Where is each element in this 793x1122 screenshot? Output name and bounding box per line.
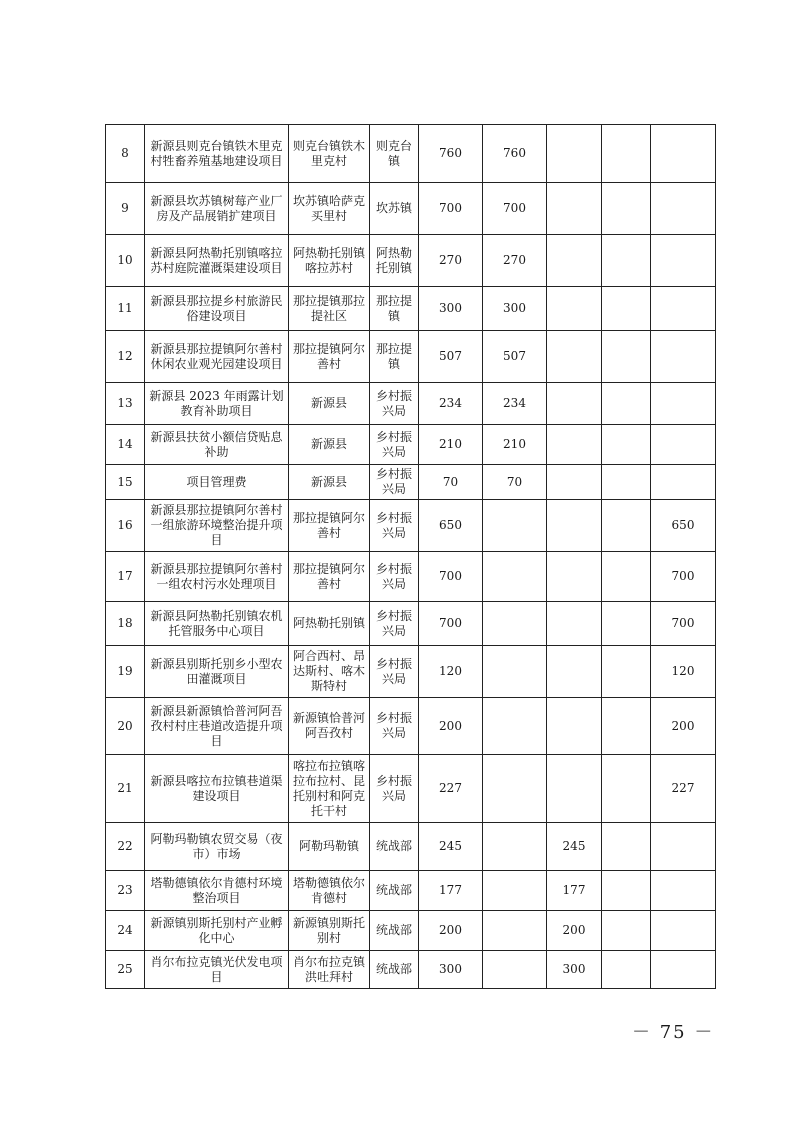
total-amount: 177: [419, 871, 483, 911]
fund-col-2: [547, 125, 602, 183]
project-name: 新源县阿热勒托别镇农机托管服务中心项目: [145, 602, 289, 646]
total-amount: 700: [419, 183, 483, 235]
fund-col-4: [651, 331, 716, 383]
table-row: [106, 331, 716, 383]
responsible-unit: 坎苏镇: [370, 183, 419, 235]
row-number: 9: [106, 183, 145, 235]
fund-col-4: 700: [651, 552, 716, 602]
fund-col-3: [602, 911, 651, 951]
project-location: 阿合西村、昂达斯村、喀木斯特村: [289, 646, 370, 698]
total-amount: 300: [419, 287, 483, 331]
fund-col-2: 300: [547, 951, 602, 989]
fund-col-2: [547, 235, 602, 287]
table-row: [106, 871, 716, 911]
responsible-unit: 乡村振兴局: [370, 383, 419, 425]
row-number: 25: [106, 951, 145, 989]
fund-col-1: 234: [483, 383, 547, 425]
fund-col-2: [547, 183, 602, 235]
row-number: 10: [106, 235, 145, 287]
fund-col-1: [483, 552, 547, 602]
page-number: － 75 －: [632, 1022, 715, 1043]
responsible-unit: 乡村振兴局: [370, 698, 419, 755]
responsible-unit: 统战部: [370, 823, 419, 871]
fund-col-3: [602, 125, 651, 183]
project-location: 阿勒玛勒镇: [289, 823, 370, 871]
total-amount: 270: [419, 235, 483, 287]
fund-col-2: [547, 383, 602, 425]
fund-col-1: 760: [483, 125, 547, 183]
responsible-unit: 统战部: [370, 951, 419, 989]
fund-col-2: 200: [547, 911, 602, 951]
project-name: 新源县那拉提镇阿尔善村休闲农业观光园建设项目: [145, 331, 289, 383]
total-amount: 700: [419, 602, 483, 646]
row-number: 15: [106, 465, 145, 500]
fund-col-4: [651, 125, 716, 183]
project-location: 新源县: [289, 465, 370, 500]
row-number: 14: [106, 425, 145, 465]
project-location: 那拉提镇阿尔善村: [289, 331, 370, 383]
fund-col-2: 177: [547, 871, 602, 911]
total-amount: 70: [419, 465, 483, 500]
table-row: [106, 125, 716, 183]
fund-col-3: [602, 287, 651, 331]
project-location: 那拉提镇阿尔善村: [289, 552, 370, 602]
fund-col-4: [651, 911, 716, 951]
responsible-unit: 乡村振兴局: [370, 602, 419, 646]
project-name: 肖尔布拉克镇光伏发电项目: [145, 951, 289, 989]
total-amount: 234: [419, 383, 483, 425]
table-row: [106, 951, 716, 989]
fund-col-2: [547, 425, 602, 465]
project-name: 新源县新源镇恰普河阿吾孜村村庄巷道改造提升项目: [145, 698, 289, 755]
fund-col-1: 300: [483, 287, 547, 331]
fund-col-4: [651, 383, 716, 425]
project-table: [105, 124, 716, 989]
project-location: 那拉提镇那拉提社区: [289, 287, 370, 331]
fund-col-3: [602, 602, 651, 646]
total-amount: 700: [419, 552, 483, 602]
project-location: 新源镇恰普河阿吾孜村: [289, 698, 370, 755]
row-number: 18: [106, 602, 145, 646]
total-amount: 200: [419, 698, 483, 755]
table-row: [106, 602, 716, 646]
project-name: 新源县那拉提乡村旅游民俗建设项目: [145, 287, 289, 331]
table-row: [106, 235, 716, 287]
row-number: 22: [106, 823, 145, 871]
fund-col-3: [602, 235, 651, 287]
project-location: 那拉提镇阿尔善村: [289, 500, 370, 552]
fund-col-4: [651, 287, 716, 331]
fund-col-2: [547, 552, 602, 602]
responsible-unit: 则克台镇: [370, 125, 419, 183]
fund-col-2: [547, 331, 602, 383]
total-amount: 227: [419, 755, 483, 823]
table-row: [106, 500, 716, 552]
table-row: [106, 183, 716, 235]
row-number: 19: [106, 646, 145, 698]
fund-col-4: 227: [651, 755, 716, 823]
total-amount: 200: [419, 911, 483, 951]
fund-col-2: [547, 755, 602, 823]
table-row: [106, 646, 716, 698]
table-row: [106, 911, 716, 951]
project-name: 新源县阿热勒托别镇喀拉苏村庭院灌溉渠建设项目: [145, 235, 289, 287]
row-number: 20: [106, 698, 145, 755]
project-name: 新源县 2023 年雨露计划教育补助项目: [145, 383, 289, 425]
fund-col-3: [602, 425, 651, 465]
fund-col-2: [547, 698, 602, 755]
fund-col-4: [651, 951, 716, 989]
total-amount: 245: [419, 823, 483, 871]
project-name: 新源镇别斯托别村产业孵化中心: [145, 911, 289, 951]
project-location: 阿热勒托别镇: [289, 602, 370, 646]
responsible-unit: 乡村振兴局: [370, 465, 419, 500]
responsible-unit: 乡村振兴局: [370, 755, 419, 823]
fund-col-3: [602, 383, 651, 425]
fund-col-4: [651, 235, 716, 287]
fund-col-1: 270: [483, 235, 547, 287]
total-amount: 210: [419, 425, 483, 465]
fund-col-4: 200: [651, 698, 716, 755]
row-number: 13: [106, 383, 145, 425]
fund-col-4: [651, 425, 716, 465]
fund-col-4: [651, 823, 716, 871]
row-number: 17: [106, 552, 145, 602]
fund-col-3: [602, 646, 651, 698]
project-table-body: [106, 125, 716, 989]
project-location: 则克台镇铁木里克村: [289, 125, 370, 183]
fund-col-4: 700: [651, 602, 716, 646]
project-name: 新源县那拉提镇阿尔善村一组农村污水处理项目: [145, 552, 289, 602]
table-row: [106, 383, 716, 425]
table-row: [106, 823, 716, 871]
table-row: [106, 755, 716, 823]
fund-col-3: [602, 331, 651, 383]
fund-col-3: [602, 823, 651, 871]
fund-col-4: 650: [651, 500, 716, 552]
project-name: 新源县扶贫小额信贷贴息补助: [145, 425, 289, 465]
fund-col-3: [602, 183, 651, 235]
fund-col-4: [651, 465, 716, 500]
fund-col-3: [602, 871, 651, 911]
responsible-unit: 那拉提镇: [370, 331, 419, 383]
table-row: [106, 698, 716, 755]
row-number: 16: [106, 500, 145, 552]
row-number: 12: [106, 331, 145, 383]
project-location: 喀拉布拉镇喀拉布拉村、昆托别村和阿克托干村: [289, 755, 370, 823]
fund-col-1: 210: [483, 425, 547, 465]
project-name: 新源县坎苏镇树莓产业厂房及产品展销扩建项目: [145, 183, 289, 235]
project-location: 新源县: [289, 425, 370, 465]
responsible-unit: 乡村振兴局: [370, 552, 419, 602]
project-name: 新源县那拉提镇阿尔善村一组旅游环境整治提升项目: [145, 500, 289, 552]
responsible-unit: 乡村振兴局: [370, 646, 419, 698]
fund-col-2: 245: [547, 823, 602, 871]
total-amount: 120: [419, 646, 483, 698]
project-location: 坎苏镇哈萨克买里村: [289, 183, 370, 235]
project-name: 项目管理费: [145, 465, 289, 500]
project-name: 新源县则克台镇铁木里克村牲畜养殖基地建设项目: [145, 125, 289, 183]
fund-col-2: [547, 287, 602, 331]
table-row: [106, 552, 716, 602]
project-location: 新源县: [289, 383, 370, 425]
fund-col-1: [483, 602, 547, 646]
table-row: [106, 287, 716, 331]
fund-col-1: 70: [483, 465, 547, 500]
responsible-unit: 阿热勒托别镇: [370, 235, 419, 287]
project-location: 阿热勒托别镇喀拉苏村: [289, 235, 370, 287]
project-name: 阿勒玛勒镇农贸交易（夜市）市场: [145, 823, 289, 871]
project-name: 新源县喀拉布拉镇巷道渠建设项目: [145, 755, 289, 823]
fund-col-1: [483, 500, 547, 552]
fund-col-1: [483, 646, 547, 698]
fund-col-4: [651, 183, 716, 235]
responsible-unit: 统战部: [370, 871, 419, 911]
project-name: 塔勒德镇依尔肯德村环境整治项目: [145, 871, 289, 911]
fund-col-4: [651, 871, 716, 911]
fund-col-2: [547, 646, 602, 698]
fund-col-1: [483, 698, 547, 755]
fund-col-1: [483, 951, 547, 989]
fund-col-3: [602, 755, 651, 823]
fund-col-1: [483, 871, 547, 911]
table-row: [106, 465, 716, 500]
project-location: 塔勒德镇依尔肯德村: [289, 871, 370, 911]
project-location: 肖尔布拉克镇洪吐拜村: [289, 951, 370, 989]
total-amount: 507: [419, 331, 483, 383]
fund-col-1: [483, 755, 547, 823]
row-number: 11: [106, 287, 145, 331]
row-number: 24: [106, 911, 145, 951]
responsible-unit: 统战部: [370, 911, 419, 951]
fund-col-3: [602, 552, 651, 602]
project-location: 新源镇别斯托别村: [289, 911, 370, 951]
fund-col-2: [547, 602, 602, 646]
responsible-unit: 那拉提镇: [370, 287, 419, 331]
row-number: 8: [106, 125, 145, 183]
total-amount: 650: [419, 500, 483, 552]
fund-col-2: [547, 500, 602, 552]
fund-col-1: 700: [483, 183, 547, 235]
total-amount: 300: [419, 951, 483, 989]
project-name: 新源县别斯托别乡小型农田灌溉项目: [145, 646, 289, 698]
responsible-unit: 乡村振兴局: [370, 500, 419, 552]
fund-col-4: 120: [651, 646, 716, 698]
row-number: 23: [106, 871, 145, 911]
total-amount: 760: [419, 125, 483, 183]
fund-col-2: [547, 465, 602, 500]
fund-col-1: [483, 823, 547, 871]
fund-col-3: [602, 465, 651, 500]
table-row: [106, 425, 716, 465]
fund-col-3: [602, 951, 651, 989]
fund-col-1: 507: [483, 331, 547, 383]
fund-col-3: [602, 500, 651, 552]
responsible-unit: 乡村振兴局: [370, 425, 419, 465]
fund-col-3: [602, 698, 651, 755]
fund-col-1: [483, 911, 547, 951]
row-number: 21: [106, 755, 145, 823]
